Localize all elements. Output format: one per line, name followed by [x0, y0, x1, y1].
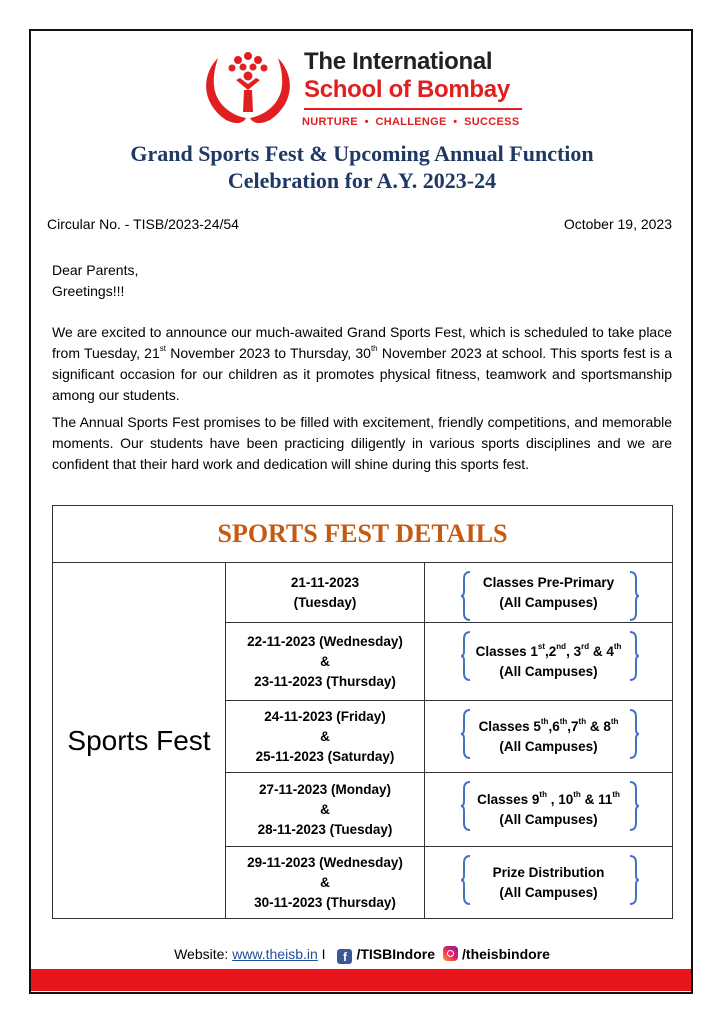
details-paragraph: The Annual Sports Fest promises to be filled with excitement, friendly competitions, and memorable moments. Our students have been practicing diligently in various sports disciplines and we are confident that their hard work and dedication will shine during this sports fest.	[52, 414, 672, 472]
greeting: Greetings!!!	[52, 283, 125, 299]
class-cell-4: Classes 9th , 10th & 11th (All Campuses)	[425, 773, 673, 847]
logo-divider	[304, 108, 522, 110]
facebook-handle: /TISBIndore	[356, 946, 436, 962]
website-label: Website:	[174, 946, 233, 962]
footer-separator: I	[317, 946, 330, 962]
school-emblem-icon	[196, 46, 300, 128]
table-heading: SPORTS FEST DETAILS	[53, 506, 673, 563]
right-brace-icon	[628, 571, 640, 621]
left-brace-icon	[460, 781, 472, 831]
intro-paragraph: We are excited to announce our much-awaited Grand Sports Fest, which is scheduled to take place from Tuesday, 21st November 2023 to Thursday, 30th November 2023 at school. This sports fest is a significant occasion for our children as it promotes physical fitness, teamwork and sportsmanship among our students.	[52, 324, 672, 403]
class-cell-1: Classes Pre-Primary (All Campuses)	[425, 563, 673, 623]
salutation: Dear Parents,	[52, 262, 139, 278]
footer-red-bar	[31, 969, 691, 991]
left-brace-icon	[460, 571, 472, 621]
class-cell-3: Classes 5th,6th,7th & 8th (All Campuses)	[425, 701, 673, 773]
left-brace-icon	[460, 631, 472, 681]
class-cell-5: Prize Distribution (All Campuses)	[425, 847, 673, 919]
right-brace-icon	[628, 631, 640, 681]
sports-fest-table	[52, 505, 673, 919]
logo-tagline: NURTURE • CHALLENGE • SUCCESS	[302, 116, 520, 128]
left-brace-icon	[460, 709, 472, 759]
logo-name-line1: The International	[304, 48, 493, 75]
date-cell-3: 24-11-2023 (Friday) & 25-11-2023 (Saturday)	[226, 701, 425, 773]
circular-date: October 19, 2023	[563, 216, 672, 232]
date-cell-1: 21-11-2023 (Tuesday)	[226, 563, 425, 623]
circular-title-line2: Celebration for A.Y. 2023-24	[227, 168, 497, 193]
website-link[interactable]: www.theisb.in	[232, 946, 318, 962]
circular-number: Circular No. - TISB/2023-24/54	[47, 216, 239, 232]
right-brace-icon	[628, 709, 640, 759]
footer	[0, 946, 724, 964]
circular-title-line1: Grand Sports Fest & Upcoming Annual Function	[130, 141, 594, 166]
school-logo	[196, 46, 536, 136]
class-cell-2: Classes 1st,2nd, 3rd & 4th (All Campuses)	[425, 623, 673, 701]
date-cell-5: 29-11-2023 (Wednesday) & 30-11-2023 (Thursday)	[226, 847, 425, 919]
date-cell-4: 27-11-2023 (Monday) & 28-11-2023 (Tuesday)	[226, 773, 425, 847]
right-brace-icon	[628, 855, 640, 905]
facebook-icon: f	[337, 949, 352, 964]
date-cell-2: 22-11-2023 (Wednesday) & 23-11-2023 (Thursday)	[226, 623, 425, 701]
instagram-icon	[443, 946, 458, 961]
sports-fest-label: Sports Fest	[53, 563, 226, 919]
right-brace-icon	[628, 781, 640, 831]
instagram-handle: /theisbindore	[462, 946, 550, 962]
left-brace-icon	[460, 855, 472, 905]
logo-name-line2: School of Bombay	[304, 76, 510, 103]
